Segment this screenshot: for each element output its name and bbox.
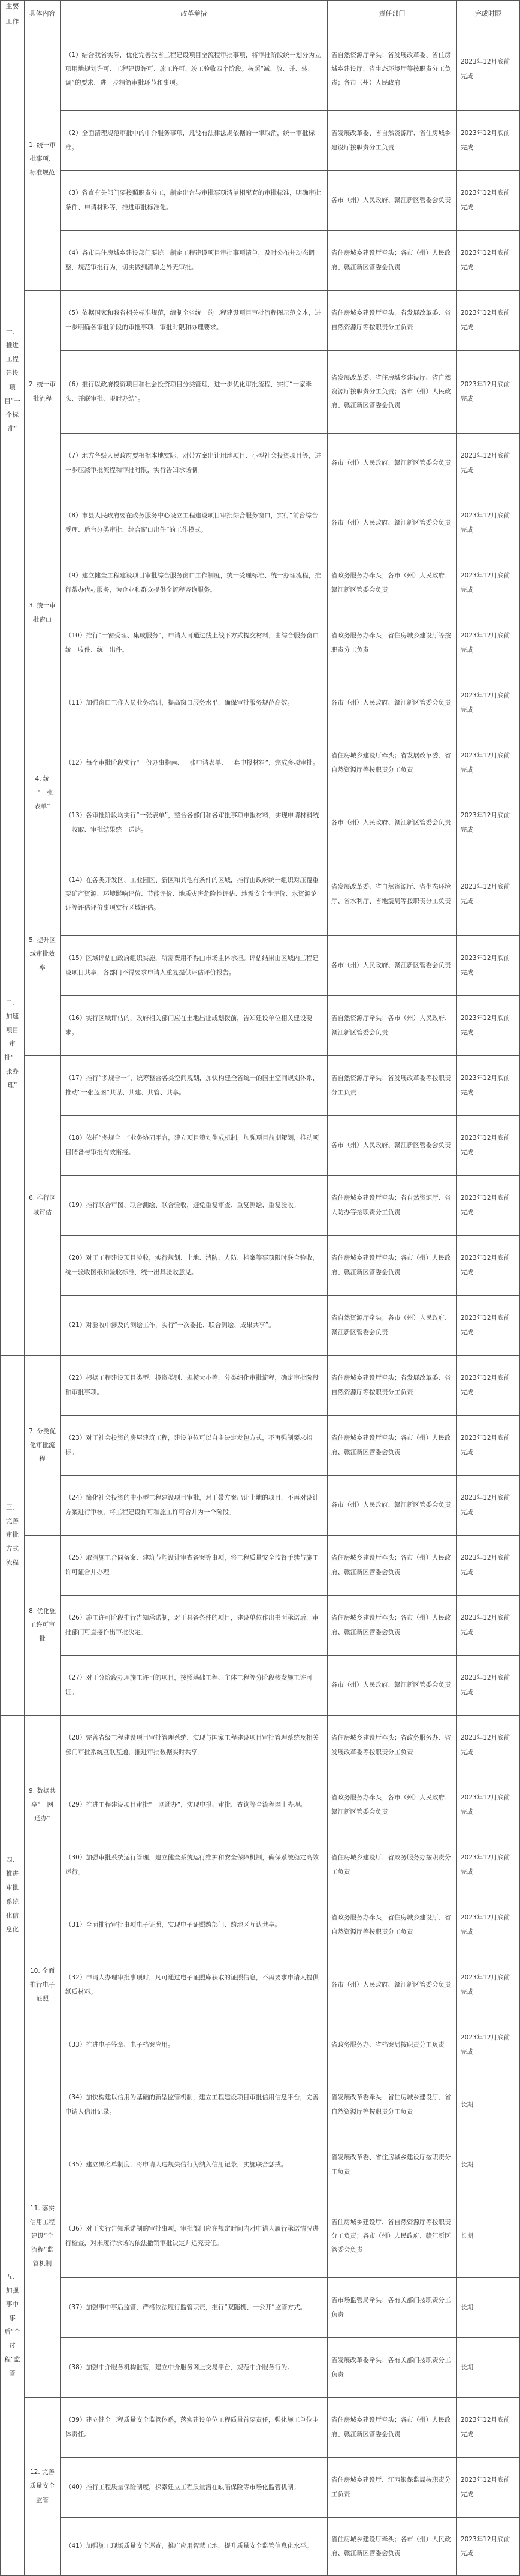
content-cell bbox=[25, 291, 61, 493]
measure-cell-text: （6）推行以政府投资项目和社会投资项目分类管理，进一步优化审批流程，实行“一家牵头、并联审批、限时办结”。 bbox=[65, 381, 312, 402]
deadline-cell bbox=[457, 1596, 520, 1656]
deadline-cell bbox=[457, 2338, 520, 2398]
deadline-cell-text: 2023年12月底前完成 bbox=[461, 512, 510, 534]
deadline-cell bbox=[457, 291, 520, 351]
dept-cell bbox=[328, 1895, 457, 1955]
dept-cell bbox=[328, 1596, 457, 1656]
dept-cell-text: 省发展改革委牵头；各有关部门按职责分工负责 bbox=[331, 2357, 451, 2378]
content-cell bbox=[25, 493, 61, 733]
main-task-cell bbox=[1, 1716, 25, 2075]
content-cell-text: 6. 推行区域评估 bbox=[29, 1194, 56, 1216]
deadline-cell bbox=[457, 2518, 520, 2576]
content-cell-text: 10. 全面推行电子证照 bbox=[29, 1967, 55, 2003]
measure-cell bbox=[61, 1416, 328, 1476]
measure-cell-text: （11）加强窗口工作人员业务培训，提高窗口服务水平，确保审批服务规范高效。 bbox=[65, 699, 294, 706]
dept-cell bbox=[328, 28, 457, 111]
dept-cell bbox=[328, 2075, 457, 2135]
deadline-cell bbox=[457, 2278, 520, 2338]
measure-cell bbox=[61, 1056, 328, 1116]
dept-cell-text: 各市（州）人民政府、赣江新区管委会负责 bbox=[331, 519, 451, 526]
dept-cell bbox=[328, 936, 457, 996]
content-cell bbox=[25, 28, 61, 291]
dept-cell-text: 省住房城乡建设厅牵头；各市（州）人民政府、赣江新区管委会负责 bbox=[331, 2535, 451, 2557]
dept-cell bbox=[328, 793, 457, 853]
measure-cell bbox=[61, 434, 328, 493]
dept-cell-text: 各市（州）人民政府、赣江新区管委会负责 bbox=[331, 961, 451, 969]
measure-cell-text: （14）在各类开发区、工业园区、新区和其他有条件的区域，推行由政府统一组织对压覆重要矿产资源、环境影响评价、节能评价、地质灾害危险性评估、地震安全性评价、水资源论证等评估评价事项实行区域评估。 bbox=[65, 876, 319, 912]
dept-cell-text: 各市（州）人民政府、赣江新区管委会负责 bbox=[331, 699, 451, 706]
deadline-cell bbox=[457, 853, 520, 936]
measure-cell bbox=[61, 1775, 328, 1835]
deadline-cell-text: 长期 bbox=[461, 2160, 473, 2168]
measure-cell-text: （29）推进工程建设项目审批“一网通办”，实现申报、审批、查询等全流程网上办理。 bbox=[65, 1801, 307, 1808]
deadline-cell-text: 2023年12月底前完成 bbox=[461, 1554, 510, 1576]
measure-cell bbox=[61, 853, 328, 936]
measure-cell bbox=[61, 111, 328, 171]
dept-cell-text: 省住房城乡建设厅牵头；省发展改革委、省自然资源厅等按职责分工负责 bbox=[331, 1374, 451, 1396]
dept-cell-text: 省住房城乡建设厅牵头，省发展改革委、省自然资源厅等按职责分工负责 bbox=[331, 309, 451, 331]
dept-cell-text: 各市（州）人民政府、赣江新区管委会负责 bbox=[331, 1501, 451, 1509]
deadline-cell-text: 2023年12月底前完成 bbox=[461, 2535, 510, 2557]
deadline-cell bbox=[457, 1236, 520, 1296]
dept-cell-text: 省政务服务办牵头；各市（州）人民政府、赣江新区管委会负责 bbox=[331, 1794, 451, 1816]
deadline-cell bbox=[457, 733, 520, 793]
content-cell-text: 12. 完善质量安全监管 bbox=[29, 2469, 55, 2504]
deadline-cell-text: 2023年12月底前完成 bbox=[461, 1914, 510, 1936]
header-content-text: 具体内容 bbox=[29, 10, 56, 18]
content-cell bbox=[25, 2398, 61, 2576]
dept-cell-text: 省住房城乡建设厅牵头；各市（州）人民政府、赣江新区管委会负责 bbox=[331, 2416, 451, 2438]
deadline-cell bbox=[457, 1775, 520, 1835]
deadline-cell bbox=[457, 1955, 520, 2015]
dept-cell-text: 省政务服务办牵头；省住房城乡建设厅、省自然资源厅等按职责分工负责 bbox=[331, 1914, 451, 1936]
deadline-cell bbox=[457, 1296, 520, 1356]
measure-cell-text: （37）加强事中事后监管，严格依法履行监管职责，推行“双随机、一公开”监管方式。 bbox=[65, 2303, 307, 2311]
measure-cell bbox=[61, 2015, 328, 2075]
deadline-cell bbox=[457, 1835, 520, 1895]
dept-cell bbox=[328, 351, 457, 434]
deadline-cell-text: 长期 bbox=[461, 2363, 473, 2371]
main-task-cell-text: 五、加强事中事后“全过程”监管 bbox=[4, 2273, 20, 2378]
measure-cell bbox=[61, 1955, 328, 2015]
dept-cell bbox=[328, 673, 457, 733]
measure-cell bbox=[61, 171, 328, 231]
measure-cell bbox=[61, 553, 328, 613]
dept-cell-text: 省政务服务办牵头；各市（州）人民政府、赣江新区管委会负责 bbox=[331, 572, 451, 594]
content-cell-text: 7. 分类优化审批流程 bbox=[29, 1427, 56, 1463]
deadline-cell-text: 2023年12月底前完成 bbox=[461, 1974, 510, 1996]
dept-cell-text: 省自然资源厅牵头；各市（州）人民政府、赣江新区管委会负责 bbox=[331, 1015, 451, 1036]
main-task-cell bbox=[1, 2075, 25, 2576]
deadline-cell-text: 2023年12月底前完成 bbox=[461, 1734, 510, 1756]
content-cell bbox=[25, 1716, 61, 1895]
dept-cell bbox=[328, 1416, 457, 1476]
deadline-cell-text: 2023年12月底前完成 bbox=[461, 1134, 510, 1156]
measure-cell-text: （15）区域评估由政府组织实施，所需费用不得由市场主体承担。评估结果由区域内工程建设项目共享，各部门不得要求申请人重复提供评估评价报告。 bbox=[65, 955, 319, 976]
deadline-cell bbox=[457, 2135, 520, 2195]
main-task-cell-text: 一、推进工程建设项目“一个标准” bbox=[4, 328, 20, 432]
measure-cell bbox=[61, 2135, 328, 2195]
dept-cell bbox=[328, 1656, 457, 1716]
measure-cell bbox=[61, 1596, 328, 1656]
content-cell bbox=[25, 1536, 61, 1716]
measure-cell-text: （39）建立健全工程质量安全监管体系，落实建设单位工程质量首要责任，强化施工单位主体责任。 bbox=[65, 2416, 319, 2438]
content-cell-text: 3. 统一审批窗口 bbox=[29, 602, 56, 624]
deadline-cell-text: 2023年12月底前完成 bbox=[461, 2476, 510, 2498]
measure-cell bbox=[61, 2195, 328, 2278]
deadline-cell bbox=[457, 1176, 520, 1236]
deadline-cell bbox=[457, 351, 520, 434]
measure-cell-text: （7）地方各级人民政府要根据本地实际，对带方案出让用地项目、小型社会投资项目等，进一步压减审批流程和审批时限，实行告知承诺制。 bbox=[65, 452, 321, 474]
measure-cell-text: （33）推进电子签章、电子档案应用。 bbox=[65, 2041, 174, 2048]
deadline-cell-text: 2023年12月底前完成 bbox=[461, 955, 510, 976]
dept-cell-text: 省发展改革委牵头；省住房城乡建设厅、省自然资源厅等按职责分工负责 bbox=[331, 2094, 451, 2115]
deadline-cell bbox=[457, 1716, 520, 1775]
dept-cell bbox=[328, 1176, 457, 1236]
deadline-cell-text: 2023年12月底前完成 bbox=[461, 1314, 510, 1336]
dept-cell-text: 各市（州）人民政府、赣江新区管委会负责 bbox=[331, 1141, 451, 1149]
dept-cell bbox=[328, 1835, 457, 1895]
deadline-cell bbox=[457, 1895, 520, 1955]
measure-cell bbox=[61, 1176, 328, 1236]
deadline-cell-text: 2023年12月底前完成 bbox=[461, 1854, 510, 1876]
dept-cell bbox=[328, 1056, 457, 1116]
header-deadline-text: 完成时限 bbox=[475, 10, 501, 18]
deadline-cell-text: 2023年12月底前完成 bbox=[461, 883, 510, 905]
measure-cell bbox=[61, 1656, 328, 1716]
dept-cell bbox=[328, 1536, 457, 1596]
content-cell-text: 4. 统一“一张表单” bbox=[31, 775, 53, 811]
deadline-cell-text: 长期 bbox=[461, 2100, 473, 2108]
dept-cell bbox=[328, 1775, 457, 1835]
dept-cell-text: 省住房城乡建设厅牵头；各市（州）人民政府、赣江新区管委会负责 bbox=[331, 249, 451, 271]
measure-cell-text: （12）每个审批阶段实行“一份办事指南、一张申请表单、一套申报材料”，完成多项审批。 bbox=[65, 759, 319, 766]
dept-cell-text: 省住房城乡建设厅、省政务服务办按职责分工负责 bbox=[331, 1854, 451, 1876]
header-dept bbox=[328, 1, 457, 28]
deadline-cell-text: 2023年12月底前完成 bbox=[461, 1254, 510, 1276]
measure-cell-text: （30）加强审批系统运行管理，建立健全系统运行维护和安全保障机制，确保系统稳定高效运行。 bbox=[65, 1854, 319, 1876]
deadline-cell bbox=[457, 2398, 520, 2458]
deadline-cell-text: 2023年12月底前完成 bbox=[461, 130, 510, 151]
deadline-cell-text: 2023年12月底前完成 bbox=[461, 2034, 510, 2056]
deadline-cell-text: 2023年12月底前完成 bbox=[461, 309, 510, 331]
dept-cell-text: 省发展改革委、省住房城乡建设厅、省自然资源厅按职责分工负责；各市（州）人民政府、赣江新区管委会负责 bbox=[331, 374, 451, 410]
dept-cell bbox=[328, 2398, 457, 2458]
dept-cell-text: 省住房城乡建设厅牵头；各市（州）人民政府、赣江新区管委会负责 bbox=[331, 1554, 451, 1576]
content-cell bbox=[25, 2075, 61, 2398]
content-cell-text: 1. 统一审批事项、标准规范 bbox=[29, 141, 56, 177]
measure-cell bbox=[61, 1236, 328, 1296]
dept-cell-text: 省住房城乡建设厅、省自然资源厅等按职责分工负责；各市（州）人民政府、赣江新区管委会负责 bbox=[331, 2218, 451, 2254]
measure-cell-text: （24）简化社会投资的中小型工程建设项目审批，对于带方案出让土地的项目，不再对设计方案进行审核，将工程建设许可和施工许可合并为一个阶段。 bbox=[65, 1494, 319, 1516]
measure-cell-text: （3）省直有关部门要按照职责分工，制定出台与审批事项清单相配套的审批标准，明确审批条件、申请材料等，推进审批标准化。 bbox=[65, 189, 321, 211]
content-cell-text: 8. 优化施工许可审批 bbox=[29, 1607, 56, 1643]
dept-cell-text: 省自然资源厅牵头；各市（州）人民政府、赣江新区管委会负责 bbox=[331, 1314, 451, 1336]
measure-cell bbox=[61, 1536, 328, 1596]
deadline-cell-text: 2023年12月底前完成 bbox=[461, 1075, 510, 1096]
measure-cell-text: （10）推行“一窗受理、集成服务”，申请人可通过线上线下方式提交材料，由综合服务窗口统一收件、统一出件。 bbox=[65, 632, 319, 654]
measure-cell-text: （8）市县人民政府要在政务服务中心设立工程建设项目审批综合服务窗口，实行“前台综合受理、后台分类审批、综合窗口出件”的工作模式。 bbox=[65, 512, 318, 534]
dept-cell bbox=[328, 1236, 457, 1296]
measure-cell bbox=[61, 2518, 328, 2576]
measure-cell bbox=[61, 351, 328, 434]
deadline-cell bbox=[457, 996, 520, 1056]
dept-cell bbox=[328, 291, 457, 351]
dept-cell-text: 省住房城乡建设厅、江西银保监局按职责分工负责 bbox=[331, 2476, 451, 2498]
deadline-cell bbox=[457, 2075, 520, 2135]
content-cell bbox=[25, 853, 61, 1056]
measure-cell bbox=[61, 733, 328, 793]
dept-cell-text: 省住房城乡建设厅牵头；省政务服务办、省发展改革委等按职责分工负责 bbox=[331, 1734, 451, 1756]
measure-cell bbox=[61, 2398, 328, 2458]
deadline-cell bbox=[457, 2015, 520, 2075]
content-cell bbox=[25, 1356, 61, 1536]
measure-cell-text: （16）实行区域评估的，政府相关部门应在土地出让或划拨前，告知建设单位相关建设要求。 bbox=[65, 1015, 313, 1036]
deadline-cell-text: 2023年12月底前完成 bbox=[461, 2416, 510, 2438]
dept-cell bbox=[328, 1955, 457, 2015]
measure-cell-text: （21）对验收中涉及的测绘工作，实行“一次委托、联合测绘、成果共享”。 bbox=[65, 1321, 275, 1329]
deadline-cell-text: 2023年12月底前完成 bbox=[461, 1614, 510, 1636]
measure-cell bbox=[61, 2278, 328, 2338]
measure-cell bbox=[61, 2338, 328, 2398]
dept-cell-text: 省住房城乡建设厅牵头；各市（州）人民政府、赣江新区管委会负责 bbox=[331, 1434, 451, 1456]
dept-cell-text: 省住房城乡建设厅牵头；省发展改革委、省自然资源厅等按职责分工负责 bbox=[331, 752, 451, 774]
deadline-cell bbox=[457, 171, 520, 231]
dept-cell bbox=[328, 2135, 457, 2195]
dept-cell-text: 省发展改革委、省自然资源厅、省住房城乡建设厅按职责分工负责 bbox=[331, 130, 451, 151]
measure-cell-text: （35）建立黑名单制度，将申请人违规失信行为纳入信用记录，实施联合惩戒。 bbox=[65, 2160, 288, 2168]
dept-cell bbox=[328, 2278, 457, 2338]
deadline-cell bbox=[457, 28, 520, 111]
deadline-cell-text: 2023年12月底前完成 bbox=[461, 1494, 510, 1516]
measure-cell bbox=[61, 231, 328, 291]
dept-cell bbox=[328, 2338, 457, 2398]
measure-cell bbox=[61, 793, 328, 853]
measure-cell-text: （41）加强施工现场质量安全巡查，推广应用智慧工地，提升质量安全监管信息化水平。 bbox=[65, 2542, 313, 2550]
dept-cell bbox=[328, 613, 457, 673]
main-task-cell bbox=[1, 733, 25, 1356]
dept-cell-text: 省住房城乡建设厅牵头；各市（州）人民政府、赣江新区管委会负责 bbox=[331, 1614, 451, 1636]
deadline-cell bbox=[457, 1056, 520, 1116]
measure-cell-text: （1）结合我省实际，优化完善我省工程建设项目全流程审批事项，将审批阶段统一划分为立项用地规划许可、工程建设许可、施工许可、竣工验收四个阶段。按照“减、放、并、转、调”的要求，进一步精简审批环节和事项。 bbox=[65, 51, 321, 87]
deadline-cell bbox=[457, 2195, 520, 2278]
content-cell-text: 5. 提升区域审批效率 bbox=[29, 936, 56, 972]
deadline-cell bbox=[457, 1536, 520, 1596]
measure-cell-text: （5）依据国家和我省相关标准规范，编制全省统一的工程建设项目审批流程图示范文本，进一步明确各审批阶段的审批事项、审批时限和办理要求。 bbox=[65, 309, 321, 331]
header-main-task bbox=[1, 1, 25, 28]
deadline-cell-text: 2023年12月底前完成 bbox=[461, 632, 510, 654]
dept-cell-text: 各市（州）人民政府、赣江新区管委会负责 bbox=[331, 1981, 451, 1988]
measure-cell-text: （2）全面清理规范审批中的中介服务事项，凡没有法律法规依据的一律取消，统一审批标准。 bbox=[65, 130, 315, 151]
deadline-cell bbox=[457, 1416, 520, 1476]
dept-cell-text: 各市（州）人民政府、赣江新区管委会负责 bbox=[331, 196, 451, 204]
deadline-cell bbox=[457, 1116, 520, 1176]
measure-cell-text: （25）取消施工合同备案、建筑节能设计审查备案等事项，将工程质量安全监督手续与施工许可证合并办理。 bbox=[65, 1554, 319, 1576]
deadline-cell-text: 2023年12月底前完成 bbox=[461, 812, 510, 833]
measure-cell-text: （26）施工许可阶段推行告知承诺制，对于具备条件的项目，建设单位作出书面承诺后，审批部门可直接作出审批决定。 bbox=[65, 1614, 319, 1636]
measure-cell-text: （40）推行工程质量保险制度，探索建立工程质量潜在缺陷保险等市场化监管机制。 bbox=[65, 2483, 300, 2491]
measure-cell bbox=[61, 613, 328, 673]
deadline-cell bbox=[457, 111, 520, 171]
deadline-cell bbox=[457, 553, 520, 613]
main-task-cell-text: 二、加速项目审批“一张办理” bbox=[4, 998, 20, 1090]
dept-cell-text: 各市（州）人民政府、赣江新区管委会负责 bbox=[331, 459, 451, 467]
measure-cell-text: （17）推行“多规合一”，统筹整合各类空间规划，加快构建全省统一的国土空间规划体系，推动“一张蓝图”共谋、共建、共管、共享。 bbox=[65, 1075, 319, 1096]
main-task-cell-text: 三、完善审批方式流程 bbox=[6, 1503, 19, 1567]
measure-cell bbox=[61, 936, 328, 996]
measure-cell bbox=[61, 291, 328, 351]
dept-cell bbox=[328, 1356, 457, 1416]
dept-cell-text: 省发展改革委、省住房城乡建设厅按职责分工负责 bbox=[331, 2154, 451, 2175]
deadline-cell bbox=[457, 793, 520, 853]
dept-cell bbox=[328, 2015, 457, 2075]
main-task-cell-text: 四、推进审批系统化信息化 bbox=[6, 1856, 19, 1933]
header-measure-text: 改革举措 bbox=[180, 10, 207, 18]
measure-cell bbox=[61, 1895, 328, 1955]
dept-cell-text: 省住房城乡建设厅牵头；各市（州）人民政府、赣江新区管委会负责 bbox=[331, 1254, 451, 1276]
main-task-cell bbox=[1, 28, 25, 733]
deadline-cell-text: 2023年12月底前完成 bbox=[461, 452, 510, 474]
dept-cell-text: 省政务服务办、省档案局按职责分工负责 bbox=[331, 2041, 445, 2048]
deadline-cell-text: 2023年12月底前完成 bbox=[461, 572, 510, 594]
header-main-task-text: 主要工作 bbox=[5, 2, 19, 25]
dept-cell bbox=[328, 434, 457, 493]
deadline-cell-text: 2023年12月底前完成 bbox=[461, 752, 510, 774]
measure-cell-text: （27）对于分阶段办理施工许可的项目，按照基础工程、主体工程等分阶段核发施工许可证。 bbox=[65, 1674, 313, 1696]
measure-cell bbox=[61, 1476, 328, 1536]
deadline-cell bbox=[457, 936, 520, 996]
measure-cell-text: （18）依托“多规合一”业务协同平台，建立项目策划生成机制，加强项目前期策划，推动项目储备与审批有效衔接。 bbox=[65, 1134, 319, 1156]
dept-cell-text: 省自然资源厅牵头；省发展改革委等按职责分工负责 bbox=[331, 1075, 451, 1096]
dept-cell bbox=[328, 2195, 457, 2278]
deadline-cell bbox=[457, 493, 520, 553]
dept-cell bbox=[328, 231, 457, 291]
measure-cell-text: （36）对于实行告知承诺制的审批事项，审批部门应在规定时间内对申请人履行承诺情况进行检查，对未履行承诺的依法撤销审批决定并追究责任。 bbox=[65, 2225, 319, 2247]
deadline-cell bbox=[457, 1656, 520, 1716]
dept-cell-text: 各市（州）人民政府、赣江新区管委会负责 bbox=[331, 818, 451, 826]
content-cell bbox=[25, 733, 61, 853]
content-cell bbox=[25, 1895, 61, 2075]
dept-cell bbox=[328, 1296, 457, 1356]
deadline-cell bbox=[457, 613, 520, 673]
measure-cell-text: （19）推行联合审图、联合测绘、联合验收，避免重复审查、重复测绘、重复验收。 bbox=[65, 1201, 300, 1209]
measure-cell-text: （9）建立健全工程建设项目审批综合服务窗口工作制度，统一受理标准、统一办理流程，推行帮办代办服务，为企业和群众提供全流程咨询服务。 bbox=[65, 572, 321, 594]
deadline-cell-text: 长期 bbox=[461, 2303, 473, 2311]
deadline-cell-text: 2023年12月底前完成 bbox=[461, 1194, 510, 1216]
dept-cell bbox=[328, 553, 457, 613]
header-dept-text: 责任部门 bbox=[379, 10, 406, 18]
header-content bbox=[25, 1, 61, 28]
dept-cell-text: 省发展改革委、省自然资源厅、省生态环境厅、省水利厅、省地震局等按职责分工负责 bbox=[331, 883, 451, 905]
measure-cell bbox=[61, 1835, 328, 1895]
content-cell-text: 2. 统一审批流程 bbox=[29, 381, 56, 402]
deadline-cell bbox=[457, 1476, 520, 1536]
dept-cell-text: 省政务服务办牵头；省住房城乡建设厅等按职责分工负责 bbox=[331, 632, 451, 654]
measure-cell bbox=[61, 1356, 328, 1416]
measure-cell bbox=[61, 673, 328, 733]
measure-cell-text: （34）加快构建以信用为基础的新型监管机制，建立工程建设项目审批信用信息平台，完善申请人信用记录。 bbox=[65, 2094, 319, 2115]
header-deadline bbox=[457, 1, 520, 28]
deadline-cell-text: 2023年12月底前完成 bbox=[461, 1434, 510, 1456]
measure-cell-text: （28）完善省级工程建设项目审批管理系统，实现与国家工程建设项目审批管理系统及相关部门审批系统互联互通，推进审批数据实时共享。 bbox=[65, 1734, 319, 1756]
deadline-cell bbox=[457, 1356, 520, 1416]
deadline-cell-text: 长期 bbox=[461, 2232, 473, 2240]
measure-cell bbox=[61, 2458, 328, 2518]
dept-cell bbox=[328, 1476, 457, 1536]
deadline-cell bbox=[457, 673, 520, 733]
measure-cell-text: （20）对于工程建设项目验收，实行规划、土地、消防、人防、档案等事项限时联合验收，统一验收图纸和验收标准，统一出具验收意见。 bbox=[65, 1254, 319, 1276]
measure-cell-text: （31）全面推行审批事项电子证照，实现电子证照跨部门、跨地区互认共享。 bbox=[65, 1921, 281, 1928]
deadline-cell-text: 2023年12月底前完成 bbox=[461, 189, 510, 211]
dept-cell-text: 各市（州）人民政府、赣江新区管委会负责 bbox=[331, 1681, 451, 1689]
dept-cell-text: 省住房城乡建设厅牵头；省自然资源厅、省人防办等按职责分工负责 bbox=[331, 1194, 451, 1216]
content-cell-text: 9. 数据共享“一网通办” bbox=[29, 1787, 56, 1823]
deadline-cell-text: 2023年12月底前完成 bbox=[461, 692, 510, 714]
measure-cell-text: （23）对于社会投资的房屋建筑工程，建设单位可以自主决定发包方式，不再强制要求招标。 bbox=[65, 1434, 313, 1456]
measure-cell bbox=[61, 1116, 328, 1176]
deadline-cell bbox=[457, 434, 520, 493]
measure-cell bbox=[61, 493, 328, 553]
content-cell bbox=[25, 1056, 61, 1356]
measure-cell-text: （13）各审批阶段均实行“一张表单”，整合各部门和各审批事项申报材料，实现申请材料统一收取、审批结果统一送达。 bbox=[65, 812, 319, 833]
dept-cell bbox=[328, 171, 457, 231]
deadline-cell-text: 2023年12月底前完成 bbox=[461, 1794, 510, 1816]
main-task-cell bbox=[1, 1356, 25, 1716]
deadline-cell-text: 2023年12月底前完成 bbox=[461, 58, 510, 80]
deadline-cell-text: 2023年12月底前完成 bbox=[461, 1674, 510, 1696]
dept-cell bbox=[328, 111, 457, 171]
header-measure bbox=[61, 1, 328, 28]
dept-cell-text: 省自然资源厅牵头；省发展改革委、省住房城乡建设厅、省生态环境厅等按职责分工负责；各市（州）人民政府 bbox=[331, 51, 451, 87]
deadline-cell bbox=[457, 2458, 520, 2518]
dept-cell bbox=[328, 2458, 457, 2518]
content-cell-text: 11. 落实信用工程建设“全流程”监管机制 bbox=[29, 2204, 55, 2268]
dept-cell bbox=[328, 733, 457, 793]
dept-cell bbox=[328, 1116, 457, 1176]
deadline-cell-text: 2023年12月底前完成 bbox=[461, 1374, 510, 1396]
deadline-cell-text: 2023年12月底前完成 bbox=[461, 381, 510, 402]
dept-cell bbox=[328, 2518, 457, 2576]
dept-cell bbox=[328, 996, 457, 1056]
measure-cell-text: （4）各市县住房城乡建设部门要统一制定工程建设项目审批事项清单，及时公布并动态调整，规范审批行为，切实做到清单之外无审批。 bbox=[65, 249, 315, 271]
measure-cell bbox=[61, 1296, 328, 1356]
measure-cell-text: （38）加强中介服务机构监管，建立中介服务网上交易平台，规范中介服务行为。 bbox=[65, 2363, 294, 2371]
deadline-cell-text: 2023年12月底前完成 bbox=[461, 249, 510, 271]
measure-cell bbox=[61, 28, 328, 111]
deadline-cell bbox=[457, 231, 520, 291]
measure-cell bbox=[61, 2075, 328, 2135]
measure-cell bbox=[61, 996, 328, 1056]
dept-cell bbox=[328, 1716, 457, 1775]
dept-cell-text: 省市场监管局牵头；各有关部门按职责分工负责 bbox=[331, 2297, 451, 2318]
dept-cell bbox=[328, 853, 457, 936]
measure-cell bbox=[61, 1716, 328, 1775]
dept-cell bbox=[328, 493, 457, 553]
measure-cell-text: （22）根据工程建设项目类型、投资类别、规模大小等，分类细化审批流程，确定审批阶段和审批事项。 bbox=[65, 1374, 319, 1396]
measure-cell-text: （32）申请人办理审批事项时，凡可通过电子证照库获取的证照信息，不再要求申请人提供纸质材料。 bbox=[65, 1974, 319, 1996]
deadline-cell-text: 2023年12月底前完成 bbox=[461, 1015, 510, 1036]
